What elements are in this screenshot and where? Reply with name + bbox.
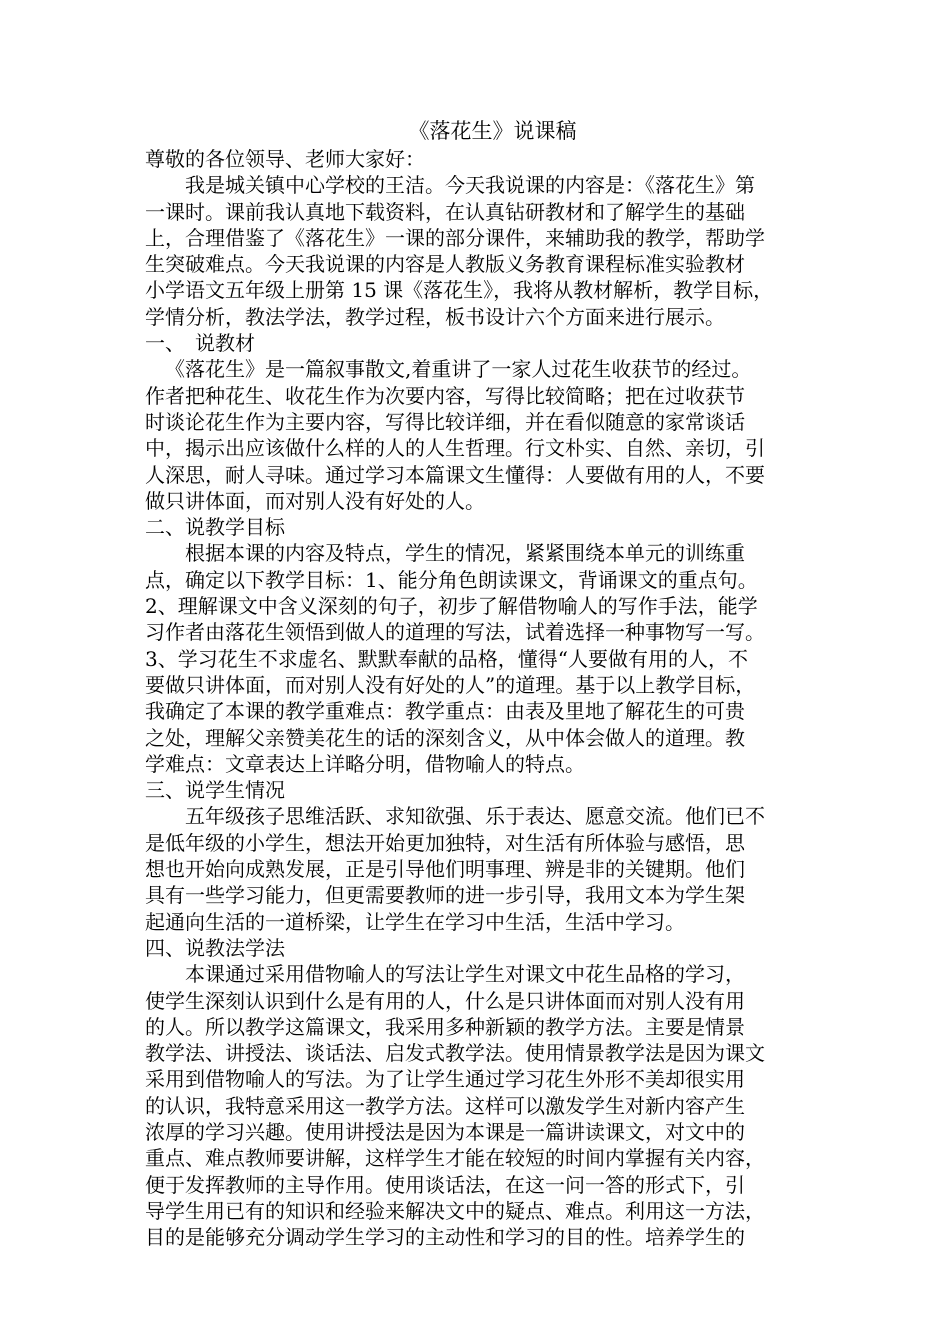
text-line: 我确定了本课的教学重难点：教学重点：由表及里地了解花生的可贵 [145,699,745,724]
text-line: 生突破难点。今天我说课的内容是人教版义务教育课程标准实验教材 [145,252,745,277]
text-line: 采用到借物喻人的写法。为了让学生通过学习花生外形不美却很实用 [145,1067,745,1092]
text-line: 中，揭示出应该做什么样的人的人生哲理。行文朴实、自然、亲切，引 [145,436,765,461]
text-line: 《落花生》是一篇叙事散文,着重讲了一家人过花生收获节的经过。 [165,357,752,382]
text-line: 便于发挥教师的主导作用。使用谈话法，在这一问一答的形式下，引 [145,1172,745,1197]
text-line: 一、 说教材 [145,331,255,356]
text-line: 小学语文五年级上册第 15 课《落花生》，我将从教材解析，教学目标， [145,278,774,303]
text-line: 五年级孩子思维活跃、求知欲强、乐于表达、愿意交流。他们已不 [185,804,765,829]
text-line: 四、说教法学法 [145,935,285,960]
text-line: 做只讲体面，而对别人没有好处的人。 [145,488,485,513]
text-line: 尊敬的各位领导、老师大家好： [145,147,425,171]
text-line: 要做只讲体面，而对别人没有好处的人”的道理。基于以上教学目标， [145,672,756,697]
document-page [145,116,810,1250]
text-line: 想也开始向成熟发展，正是引导他们明事理、辨是非的关键期。他们 [145,857,745,882]
text-line: 一课时。课前我认真地下载资料，在认真钻研教材和了解学生的基础 [145,199,745,224]
text-line: 二、说教学目标 [145,515,285,540]
text-line: 我是城关镇中心学校的王洁。今天我说课的内容是：《落花生》第 [185,173,755,198]
text-line: 三、说学生情况 [145,778,285,803]
text-line: 的认识，我特意采用这一教学方法。这样可以激发学生对新内容产生 [145,1093,745,1118]
text-line: 2、理解课文中含义深刻的句子，初步了解借物喻人的写作手法，能学 [145,594,758,619]
text-line: 重点、难点教师要讲解，这样学生才能在较短的时间内掌握有关内容， [145,1146,765,1171]
text-line: 使学生深刻认识到什么是有用的人，什么是只讲体面而对别人没有用 [145,988,745,1013]
text-line: 具有一些学习能力，但更需要教师的进一步引导，我用文本为学生架 [145,883,745,908]
text-line: 时谈论花生作为主要内容，写得比较详细，并在看似随意的家常谈话 [145,409,745,434]
text-line: 导学生用已有的知识和经验来解决文中的疑点、难点。利用这一方法， [145,1198,765,1223]
page-title: 《落花生》说课稿 [408,119,577,143]
text-line: 浓厚的学习兴趣。使用讲授法是因为本课是一篇讲读课文，对文中的 [145,1119,745,1144]
text-line: 根据本课的内容及特点，学生的情况，紧紧围绕本单元的训练重 [185,541,745,566]
text-line: 是低年级的小学生，想法开始更加独特，对生活有所体验与感悟，思 [145,830,745,855]
text-line: 目的是能够充分调动学生学习的主动性和学习的目的性。培养学生的 [145,1225,745,1250]
text-line: 人深思，耐人寻味。通过学习本篇课文生懂得：人要做有用的人，不要 [145,462,765,487]
text-line: 的人。所以教学这篇课文，我采用多种新颖的教学方法。主要是情景 [145,1014,745,1039]
document-body [145,146,810,1250]
text-line: 点，确定以下教学目标：1、能分角色朗读课文，背诵课文的重点句。 [145,567,758,592]
text-line: 3、学习花生不求虚名、默默奉献的品格，懂得“人要做有用的人，不 [145,646,748,671]
text-line: 习作者由落花生领悟到做人的道理的写法，试着选择一种事物写一写。 [145,620,765,645]
text-line: 之处，理解父亲赞美花生的话的深刻含义，从中体会做人的道理。教 [145,725,745,750]
text-line: 起通向生活的一道桥梁，让学生在学习中生活，生活中学习。 [145,909,685,934]
text-line: 学难点：文章表达上详略分明，借物喻人的特点。 [145,751,585,776]
text-line: 学情分析，教法学法，教学过程，板书设计六个方面来进行展示。 [145,304,725,329]
text-line: 作者把种花生、收花生作为次要内容，写得比较简略；把在过收获节 [145,383,745,408]
text-line: 本课通过采用借物喻人的写法让学生对课文中花生品格的学习， [185,962,745,987]
text-line: 上，合理借鉴了《落花生》一课的部分课件，来辅助我的教学，帮助学 [145,225,765,250]
text-line: 教学法、讲授法、谈话法、启发式教学法。使用情景教学法是因为课文 [145,1041,765,1066]
